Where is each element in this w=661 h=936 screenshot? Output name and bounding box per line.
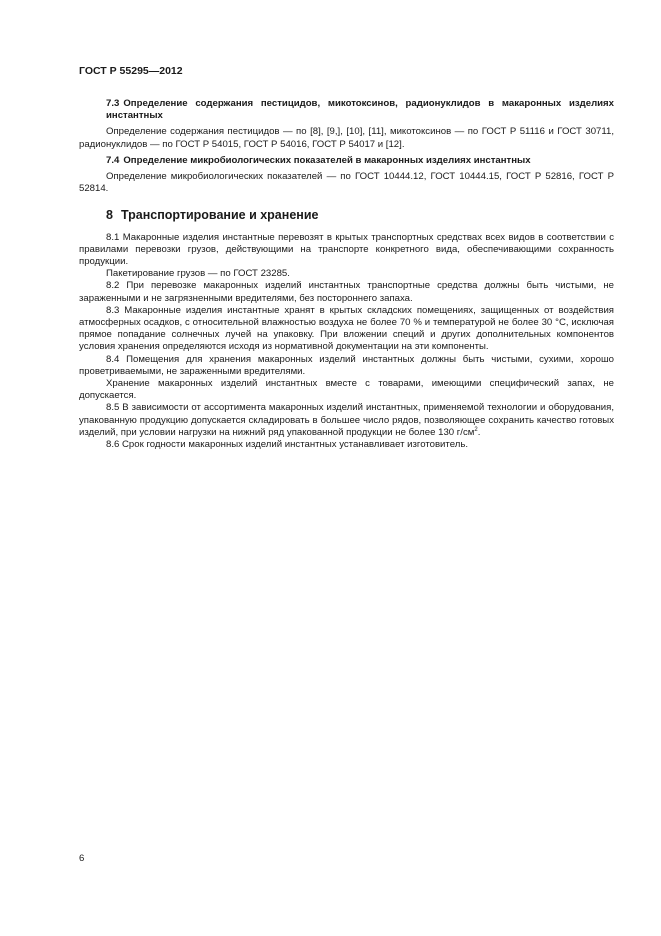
paragraph-8-6: 8.6 Срок годности макаронных изделий инстантных устанавливает изготовитель. xyxy=(106,439,468,451)
subsection-7-3-heading xyxy=(79,98,614,122)
paragraph-8-5-end: . xyxy=(477,426,481,438)
superscript: 2 xyxy=(474,426,478,433)
paragraph-8-5-text: 8.5 В зависимости от ассортимента макаронных изделий инстантных, применяемой технологии и оборудования, упакованную продукцию допускается складировать в большее число рядов, позволяющее сохранить качество готовых изделий, при условии нагрузки на нижний ряд упакованной продукции не более 130 г/см xyxy=(79,402,614,438)
paragraph-8-1-packaging: Пакетирование грузов — по ГОСТ 23285. xyxy=(106,268,290,280)
section-8-heading xyxy=(79,209,614,221)
subsection-7-4-text: Определение микробиологических показателей — по ГОСТ 10444.12, ГОСТ 10444.15, ГОСТ Р 52816, ГОСТ Р 52814. xyxy=(79,171,614,195)
paragraph-8-4: 8.4 Помещения для хранения макаронных изделий инстантных должны быть чистыми, сухими, хорошо проветриваемыми, не зараженными вредителями. xyxy=(79,353,614,377)
page-content xyxy=(79,98,614,451)
paragraph-8-3: 8.3 Макаронные изделия инстантные хранят в крытых складских помещениях, защищенных от воздействия атмосферных осадков, с относительной влажностью воздуха не более 70 % и температурой не более 30 °С, исключая прямое попадание солнечных лучей на упаковку. При вложении специй и других дополнительных компонентов условия хранения определяются исходя из нормативной документации на эти компоненты. xyxy=(79,304,614,353)
subsection-title: Определение содержания пестицидов, микотоксинов, радионуклидов в макаронных изделиях инстантных xyxy=(106,98,614,122)
paragraph-8-5 xyxy=(79,402,614,439)
subsection-title: Определение микробиологических показателей в макаронных изделиях инстантных xyxy=(123,154,531,166)
section-title: Транспортирование и хранение xyxy=(120,208,319,223)
section-number: 8 xyxy=(106,208,113,223)
paragraph-8-4-storage: Хранение макаронных изделий инстантных вместе с товарами, имеющими специфический запах, не допускается. xyxy=(79,378,614,402)
subsection-number: 7.4 xyxy=(106,154,120,166)
paragraph-8-2: 8.2 При перевозке макаронных изделий инстантных транспортные средства должны быть чистыми, не зараженными и не загрязненными вредителями, без постороннего запаха. xyxy=(79,280,614,304)
subsection-7-4-heading xyxy=(79,155,614,167)
document-header: ГОСТ Р 55295—2012 xyxy=(79,65,183,77)
subsection-7-3-text: Определение содержания пестицидов — по [8], [9,], [10], [11], микотоксинов — по ГОСТ Р 51116 и ГОСТ 30711, радионуклидов — по ГОСТ Р 54015, ГОСТ Р 54016, ГОСТ Р 54017 и [12]. xyxy=(79,126,614,150)
page-number: 6 xyxy=(79,853,85,864)
paragraph-8-1: 8.1 Макаронные изделия инстантные перевозят в крытых транспортных средствах всех видов в соответствии с правилами перевозки грузов, действующими на транспорте конкретного вида, обеспечивающими сохранность продукции. xyxy=(79,231,614,268)
subsection-number: 7.3 xyxy=(106,98,120,109)
